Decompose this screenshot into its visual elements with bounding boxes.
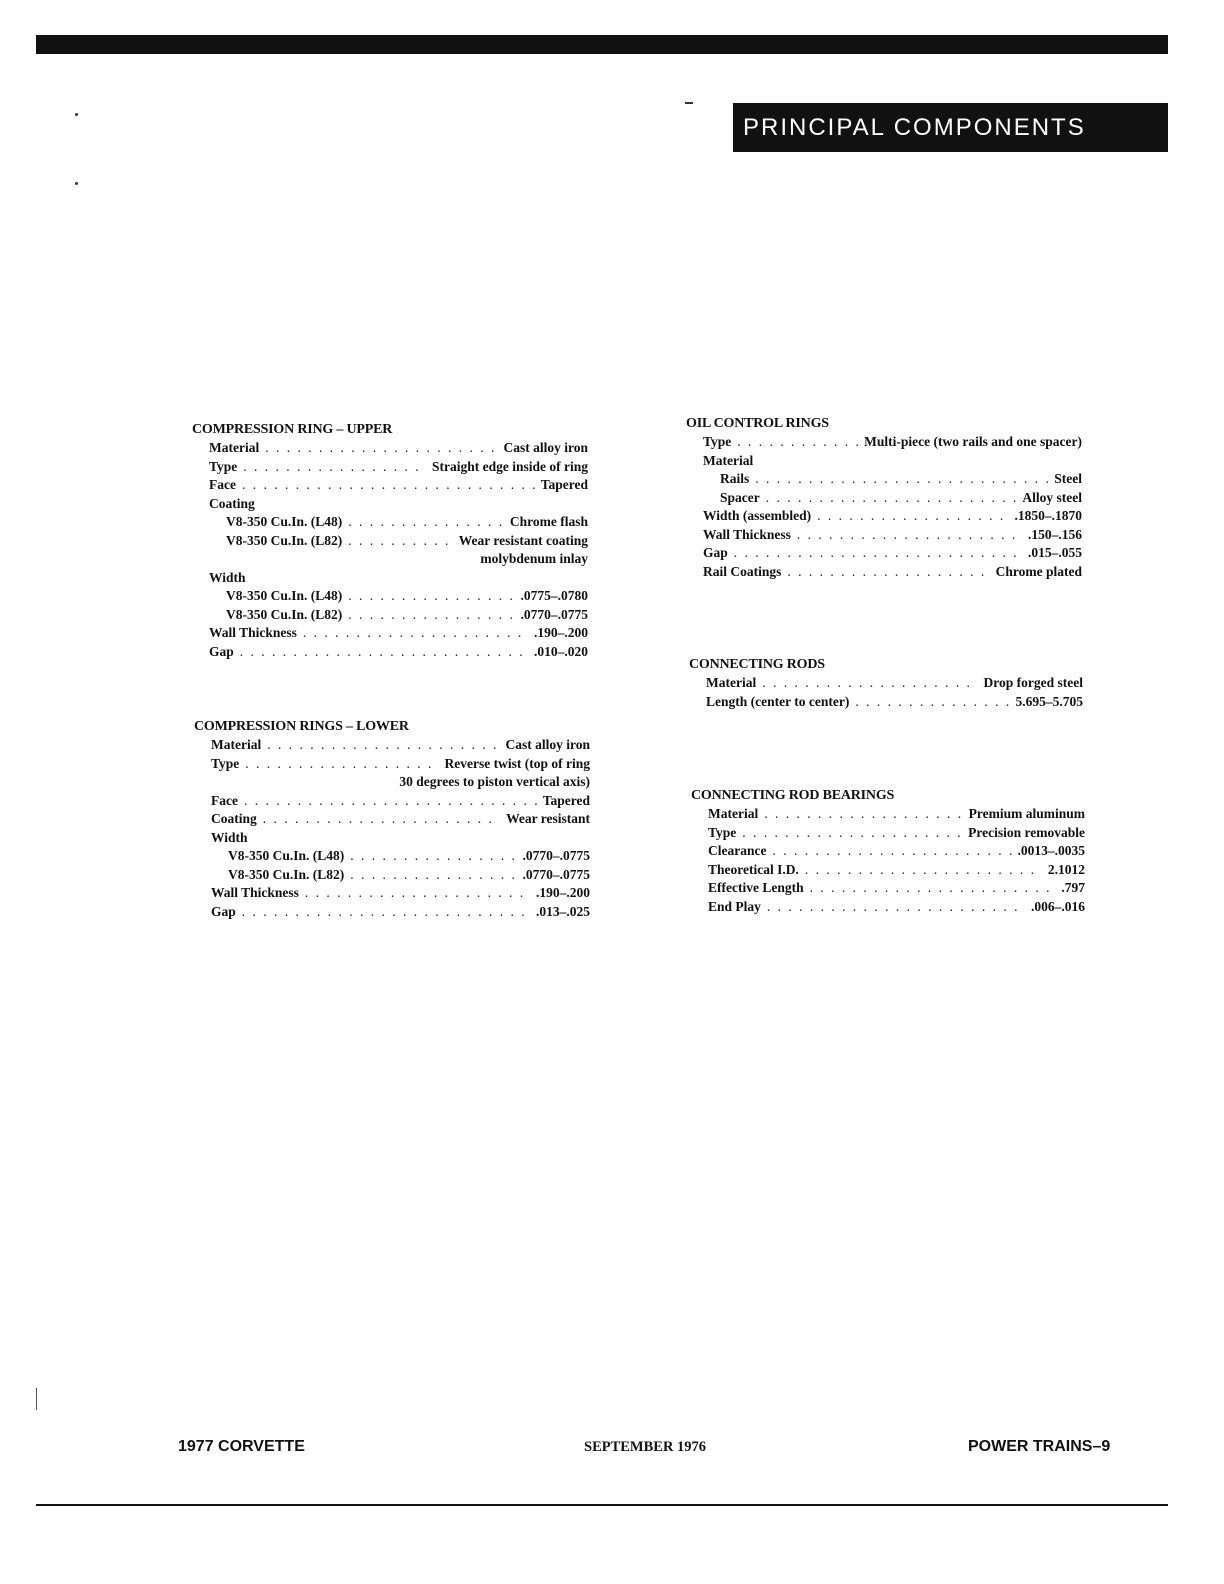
spec-row-width — [194, 829, 590, 848]
spec-label: Width — [209, 569, 246, 585]
spec-row-gap — [194, 903, 590, 922]
dot-leader — [240, 643, 528, 662]
spec-value: Drop forged steel — [983, 675, 1083, 690]
dot-leader — [766, 489, 1017, 508]
spec-value: .190–.200 — [536, 885, 590, 900]
spec-row-rails — [686, 470, 1082, 489]
spec-label: V8-350 Cu.In. (L82) — [226, 532, 343, 548]
spec-row-type — [686, 433, 1082, 452]
spec-label: Coating — [209, 495, 255, 511]
dot-leader — [764, 805, 962, 824]
spec-row-type — [192, 458, 588, 477]
spec-value: .190–.200 — [534, 625, 588, 640]
spec-row-material — [194, 736, 590, 755]
dot-leader — [243, 458, 426, 477]
spec-value: Wear resistant — [506, 811, 590, 826]
spec-row-length — [689, 693, 1083, 712]
spec-row-wall-thickness — [686, 526, 1082, 545]
section-title: COMPRESSION RINGS – LOWER — [194, 719, 409, 734]
spec-row-rail-coatings — [686, 563, 1082, 582]
spec-label: V8-350 Cu.In. (L82) — [228, 866, 345, 882]
spec-label: Material — [211, 737, 262, 752]
dot-leader — [242, 903, 530, 922]
dot-leader — [348, 587, 514, 606]
top-rule — [36, 35, 1168, 54]
spec-label: V8-350 Cu.In. (L48) — [228, 848, 345, 863]
spec-label: Material — [708, 806, 759, 821]
spec-row-effective-length — [691, 879, 1085, 898]
section-connecting-rod-bearings — [691, 787, 1085, 916]
spec-value: .0775–.0780 — [520, 588, 588, 603]
spec-value: Chrome flash — [509, 514, 588, 529]
spec-value: .010–.020 — [534, 643, 588, 659]
spec-value: .0770–.0775 — [522, 866, 590, 882]
spec-value: .1850–.1870 — [1014, 508, 1082, 523]
spec-row-type — [194, 755, 590, 774]
spec-row-type — [691, 824, 1085, 843]
spec-label: Type — [211, 755, 240, 771]
spec-row-gap — [192, 643, 588, 662]
spec-value: .015–.055 — [1028, 545, 1082, 560]
spec-label: Theoretical I.D. — [708, 861, 799, 877]
spec-value: Tapered — [542, 792, 590, 808]
spec-row-face — [194, 792, 590, 811]
section-connecting-rods — [689, 656, 1083, 711]
spec-value: .0013–.0035 — [1017, 843, 1085, 858]
spec-value: 2.1012 — [1047, 861, 1085, 877]
scan-speck — [75, 182, 78, 185]
spec-label: Clearance — [708, 843, 767, 858]
dot-leader — [350, 866, 516, 885]
spec-label: V8-350 Cu.In. (L82) — [226, 606, 343, 622]
bottom-rule — [36, 1504, 1168, 1506]
spec-value: Chrome plated — [995, 563, 1082, 579]
spec-row-coating — [192, 495, 588, 514]
spec-row-theoretical-id — [691, 861, 1085, 880]
dot-leader — [305, 884, 530, 903]
spec-label: Material — [706, 675, 757, 690]
spec-row-face — [192, 476, 588, 495]
spec-row-material — [689, 674, 1083, 693]
dot-leader — [855, 693, 1009, 712]
dot-leader — [267, 736, 499, 755]
spec-value-continuation: 30 degrees to piston vertical axis) — [399, 774, 590, 789]
spec-label: Face — [209, 477, 236, 492]
section-compression-rings-lower — [194, 718, 590, 921]
dot-leader — [767, 898, 1025, 917]
spec-value: Precision removable — [968, 824, 1085, 840]
spec-label: Wall Thickness — [211, 885, 299, 900]
section-oil-control-rings — [686, 415, 1082, 581]
spec-label: Material — [703, 452, 754, 468]
spec-value: Cast alloy iron — [505, 737, 590, 752]
spec-label: Coating — [211, 811, 257, 826]
spec-value: Wear resistant coating — [458, 532, 588, 548]
dot-leader — [787, 563, 989, 582]
section-title: COMPRESSION RING – UPPER — [192, 422, 393, 437]
spec-label: Effective Length — [708, 880, 804, 895]
spec-label: V8-350 Cu.In. (L48) — [226, 588, 343, 603]
dot-leader — [797, 526, 1022, 545]
spec-value: Cast alloy iron — [503, 440, 588, 455]
spec-row-material — [691, 805, 1085, 824]
spec-label: Length (center to center) — [706, 693, 850, 709]
section-title: OIL CONTROL RINGS — [686, 416, 829, 431]
spec-value: Straight edge inside of ring — [431, 458, 588, 474]
spec-row-width-assembled — [686, 507, 1082, 526]
spec-label: Wall Thickness — [703, 526, 791, 542]
footer-page-number: POWER TRAINS–9 — [968, 1438, 1111, 1455]
footer-model: 1977 CORVETTE — [178, 1438, 305, 1455]
scan-speck — [75, 113, 78, 116]
spec-row-end-play — [691, 898, 1085, 917]
spec-label: Gap — [211, 903, 236, 919]
spec-value: Tapered — [540, 477, 588, 492]
spec-row-coating-l48 — [192, 513, 588, 532]
spec-row-width-l82 — [194, 866, 590, 885]
spec-value: .013–.025 — [536, 903, 590, 919]
spec-value: Alloy steel — [1022, 489, 1082, 505]
spec-row-wall-thickness — [192, 624, 588, 643]
dot-leader — [348, 513, 504, 532]
dot-leader — [737, 433, 858, 452]
spec-label: End Play — [708, 898, 761, 914]
spec-label: Spacer — [720, 489, 760, 505]
spec-row-gap — [686, 544, 1082, 563]
dot-leader — [303, 624, 528, 643]
spec-value: 5.695–5.705 — [1015, 693, 1083, 709]
spec-row-spacer — [686, 489, 1082, 508]
dot-leader — [348, 606, 514, 625]
spec-label: Face — [211, 792, 238, 808]
spec-label: Width (assembled) — [703, 508, 812, 523]
spec-label: Type — [209, 458, 238, 474]
page-title-banner: PRINCIPAL COMPONENTS — [733, 103, 1168, 152]
spec-label: Rail Coatings — [703, 563, 782, 579]
spec-label: Width — [211, 829, 248, 845]
spec-value: Premium aluminum — [968, 806, 1085, 821]
spec-label: Wall Thickness — [209, 625, 297, 640]
spec-value: .797 — [1061, 880, 1085, 895]
spec-row-clearance — [691, 842, 1085, 861]
dot-leader — [734, 544, 1022, 563]
scan-mark — [36, 1388, 37, 1410]
dot-leader — [817, 507, 1008, 526]
spec-label: Type — [708, 824, 737, 840]
dot-leader — [348, 532, 452, 551]
spec-value-continuation: molybdenum inlay — [480, 551, 588, 566]
dot-leader — [742, 824, 962, 843]
dot-leader — [265, 439, 497, 458]
spec-value: Steel — [1054, 471, 1082, 486]
dot-leader — [263, 810, 500, 829]
spec-label: Rails — [720, 471, 750, 486]
dot-leader — [762, 674, 977, 693]
dot-leader — [755, 470, 1048, 489]
dot-leader — [810, 879, 1056, 898]
spec-value: .0770–.0775 — [520, 606, 588, 622]
spec-value: Reverse twist (top of ring — [444, 755, 590, 771]
dot-leader — [772, 842, 1011, 861]
spec-label: Gap — [209, 643, 234, 659]
section-title: CONNECTING ROD BEARINGS — [691, 788, 895, 803]
section-compression-ring-upper — [192, 421, 588, 661]
spec-row-width-l48 — [194, 847, 590, 866]
spec-label: Material — [209, 440, 260, 455]
dot-leader — [805, 861, 1042, 880]
dot-leader — [242, 476, 535, 495]
spec-row-material — [192, 439, 588, 458]
spec-row-material — [686, 452, 1082, 471]
section-title: CONNECTING RODS — [689, 657, 825, 672]
dot-leader — [245, 755, 438, 774]
spec-value: .150–.156 — [1028, 526, 1082, 542]
spec-label: Type — [703, 434, 732, 449]
spec-label: Gap — [703, 545, 728, 560]
spec-value: .006–.016 — [1031, 898, 1085, 914]
spec-row-wall-thickness — [194, 884, 590, 903]
spec-row-coating — [194, 810, 590, 829]
spec-row-width — [192, 569, 588, 588]
spec-row-width-l48 — [192, 587, 588, 606]
dot-leader — [350, 847, 516, 866]
spec-value: Multi-piece (two rails and one spacer) — [864, 434, 1082, 449]
spec-value: .0770–.0775 — [522, 848, 590, 863]
spec-row-width-l82 — [192, 606, 588, 625]
scan-speck — [685, 102, 693, 104]
dot-leader — [244, 792, 537, 811]
footer-date: SEPTEMBER 1976 — [584, 1439, 707, 1455]
spec-label: V8-350 Cu.In. (L48) — [226, 514, 343, 529]
spec-row-coating-l82 — [192, 532, 588, 551]
